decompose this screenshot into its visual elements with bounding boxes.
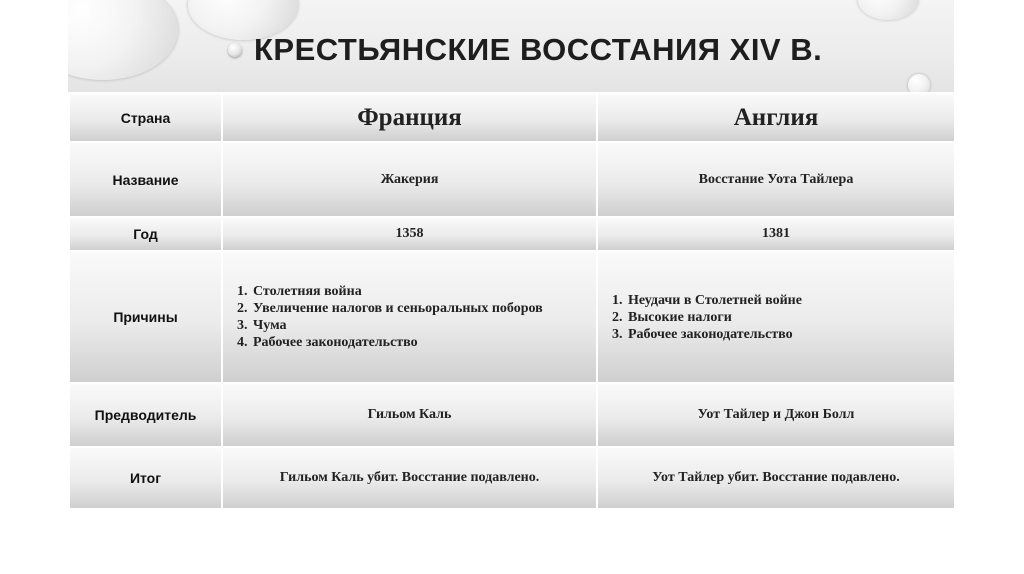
list-item: 2. Высокие налоги <box>626 309 954 326</box>
table-row-country <box>69 93 955 142</box>
cell-causes-england <box>597 251 955 383</box>
list-item: 3. Рабочее законодательство <box>626 326 954 343</box>
table-row-year <box>69 217 955 251</box>
causes-list-france <box>223 283 596 351</box>
table-row-leader <box>69 383 955 447</box>
table-row-causes <box>69 251 955 383</box>
decorative-bubble <box>68 0 178 80</box>
cell-result-england: Уот Тайлер убит. Восстание подавлено. <box>597 447 955 509</box>
cell-leader-france: Гильом Каль <box>222 383 597 447</box>
causes-list-england <box>598 292 954 343</box>
uprisings-table <box>68 92 956 510</box>
list-item: 3. Чума <box>251 317 596 334</box>
cell-causes-france <box>222 251 597 383</box>
slide-title: КРЕСТЬЯНСКИЕ ВОССТАНИЯ XIV В. <box>254 32 823 67</box>
decorative-bubble <box>908 74 930 92</box>
row-label-causes: Причины <box>69 251 222 383</box>
table-row-name <box>69 142 955 217</box>
slide-title-row <box>228 28 822 72</box>
row-label-country: Страна <box>69 93 222 142</box>
cell-name-england: Восстание Уота Тайлера <box>597 142 955 217</box>
list-item: 1. Неудачи в Столетней войне <box>626 292 954 309</box>
row-label-leader: Предводитель <box>69 383 222 447</box>
list-item: 2. Увеличение налогов и сеньоральных поборов <box>251 300 596 317</box>
header-england: Англия <box>597 93 955 142</box>
row-label-year: Год <box>69 217 222 251</box>
list-item: 4. Рабочее законодательство <box>251 334 596 351</box>
cell-year-france: 1358 <box>222 217 597 251</box>
bullet-icon <box>228 43 242 57</box>
cell-year-england: 1381 <box>597 217 955 251</box>
table-row-result <box>69 447 955 509</box>
decorative-bubble <box>858 0 918 20</box>
cell-result-france: Гильом Каль убит. Восстание подавлено. <box>222 447 597 509</box>
cell-leader-england: Уот Тайлер и Джон Болл <box>597 383 955 447</box>
list-item: 1. Столетняя война <box>251 283 596 300</box>
cell-name-france: Жакерия <box>222 142 597 217</box>
header-france: Франция <box>222 93 597 142</box>
row-label-result: Итог <box>69 447 222 509</box>
row-label-name: Название <box>69 142 222 217</box>
